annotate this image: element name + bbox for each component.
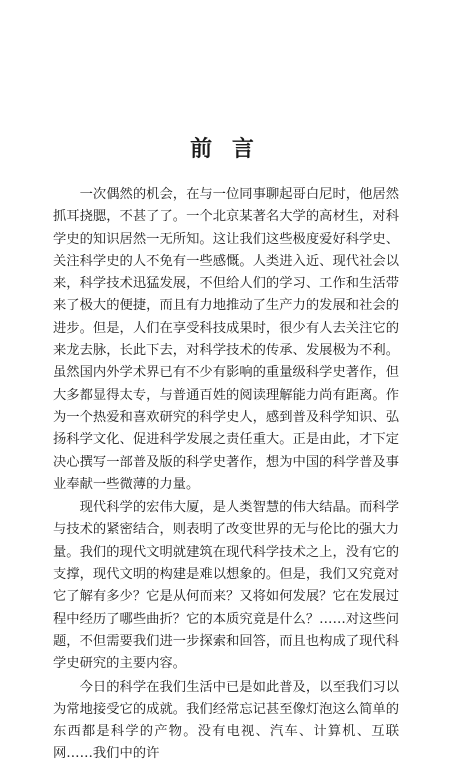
body-text: [53, 184, 399, 766]
paragraph: 一次偶然的机会，在与一位同事聊起哥白尼时，他居然抓耳挠腮，不甚了了。一个北京某著名大学的高材生，对科学史的知识居然一无所知。这让我们这些极度爱好科学史、关注科学史的人不免有一些感慨。人类进入近、现代社会以来，科学技术迅猛发展，不但给人们的学习、工作和生活带来了极大的便捷，而且有力地推动了生产力的发展和社会的进步。但是，人们在享受科技成果时，很少有人去关注它的来龙去脉，长此下去，对科学技术的传承、发展极为不利。虽然国内外学术界已有不少有影响的重量级科学史著作，但大多都显得太专，与普通百姓的阅读理解能力尚有距离。作为一个热爱和喜欢研究的科学史人，感到普及科学知识、弘扬科学文化、促进科学发展之责任重大。正是由此，才下定决心撰写一部普及版的科学史著作，想为中国的科学普及事业奉献一些微薄的力量。: [53, 187, 399, 492]
paragraph: 现代科学的宏伟大厦，是人类智慧的伟大结晶。而科学与技术的紧密结合，则表明了改变世界的无与伦比的强大力量。我们的现代文明就建筑在现代科学技术之上，没有它的支撑，现代文明的构建是难以想象的。但是，我们又究竟对它了解有多少？它是从何而来？又将如何发展？它在发展过程中经历了哪些曲折？它的本质究竟是什么？……对这些问题，不但需要我们进一步探索和回答，而且也构成了现代科学史研究的主要内容。: [53, 500, 399, 672]
paragraph: 今日的科学在我们生活中已是如此普及，以至我们习以为常地接受它的成就。我们经常忘记甚至像灯泡这么简单的东西都是科学的产物。没有电视、汽车、计算机、互联网……我们中的许: [53, 679, 399, 762]
page-title: 前 言: [190, 136, 260, 162]
